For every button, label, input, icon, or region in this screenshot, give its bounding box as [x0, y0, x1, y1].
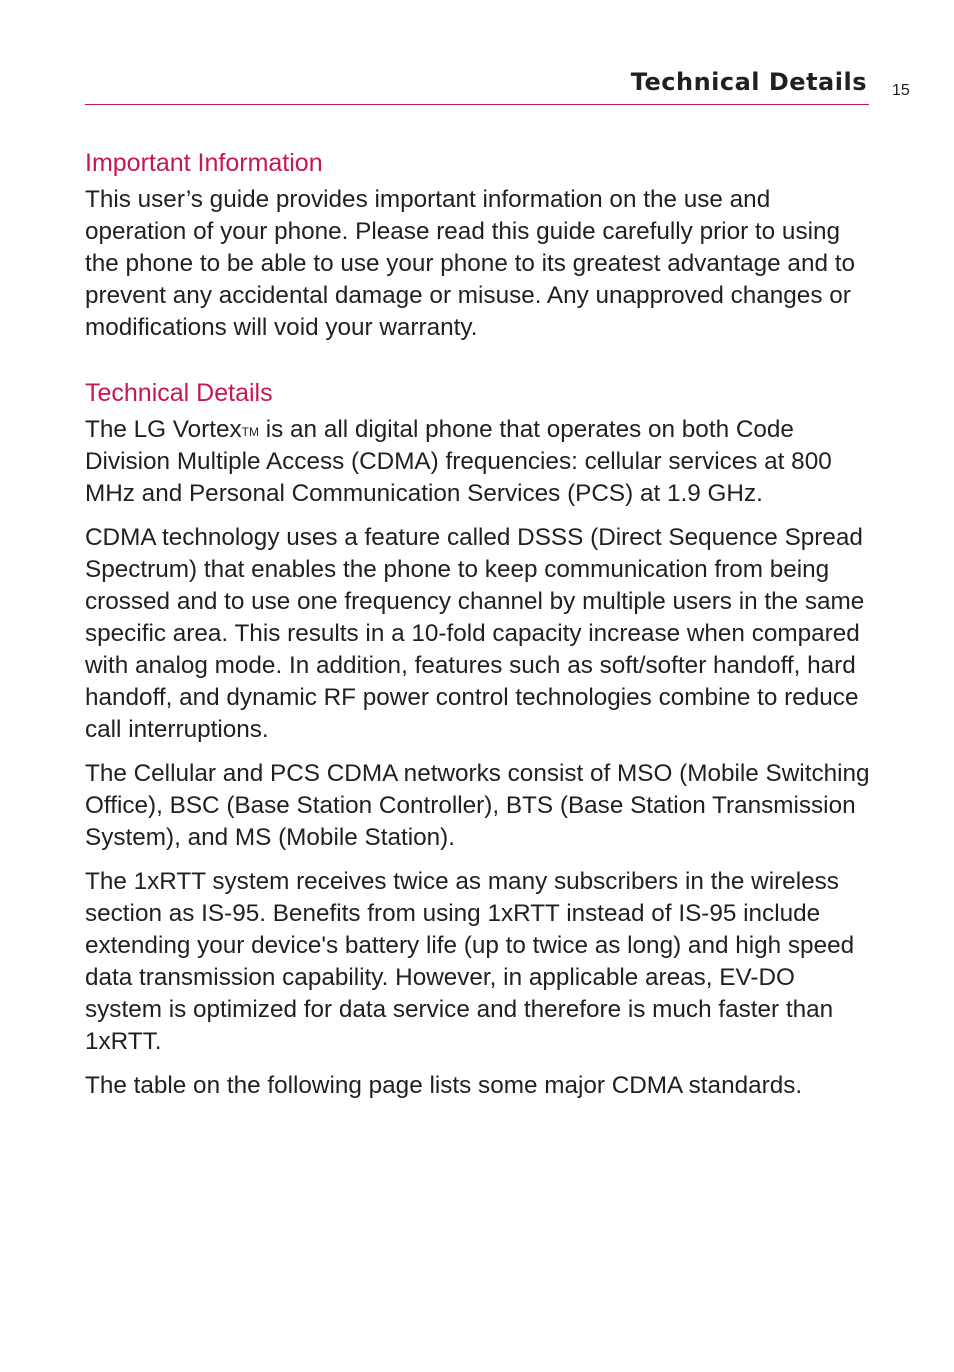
- technical-paragraph-2: CDMA technology uses a feature called DSSS (Direct Sequence Spread Spectrum) that enables the phone to keep communication from being crossed and to use one frequency channel by multiple users in the same specific area. This results in a 10-fold capacity increase when compared with analog mode. In addition, features such as soft/softer handoff, hard handoff, and dynamic RF power control technologies combine to reduce call interruptions.: [85, 524, 865, 743]
- trademark-mark: TM: [241, 425, 259, 439]
- technical-details-heading: Technical Details: [85, 379, 273, 407]
- technical-paragraph-1: [85, 414, 875, 510]
- technical-paragraph-1-rest: is an all digital phone that operates on both Code Division Multiple Access (CDMA) frequencies: cellular services at 800 MHz and Personal Communication Services (PCS) at 1.9 GHz.: [85, 416, 832, 507]
- page-number: 15: [892, 82, 910, 99]
- technical-paragraph-3: The Cellular and PCS CDMA networks consist of MSO (Mobile Switching Office), BSC (Base Station Controller), BTS (Base Station Transmission System), and MS (Mobile Station).: [85, 760, 870, 851]
- header-title: Technical Details: [630, 68, 867, 96]
- technical-paragraph-5: The table on the following page lists some major CDMA standards.: [85, 1072, 803, 1099]
- running-header: [85, 64, 869, 105]
- important-information-paragraph: This user’s guide provides important information on the use and operation of your phone. Please read this guide carefully prior to using the phone to be able to use your phone to its greatest advantage and to prevent any accidental damage or misuse. Any unapproved changes or modifications will void your warranty.: [85, 186, 855, 341]
- technical-paragraph-4: The 1xRTT system receives twice as many subscribers in the wireless section as IS-95. Benefits from using 1xRTT instead of IS-95 include extending your device's battery life (up to twice as long) and high speed data transmission capability. However, in applicable areas, EV-DO system is optimized for data service and therefore is much faster than 1xRTT.: [85, 868, 855, 1055]
- technical-paragraph-1-lead: The LG Vortex: [85, 416, 242, 443]
- section-spacer: [85, 356, 875, 376]
- important-information-heading: Important Information: [85, 149, 323, 177]
- page-content: [85, 146, 875, 1114]
